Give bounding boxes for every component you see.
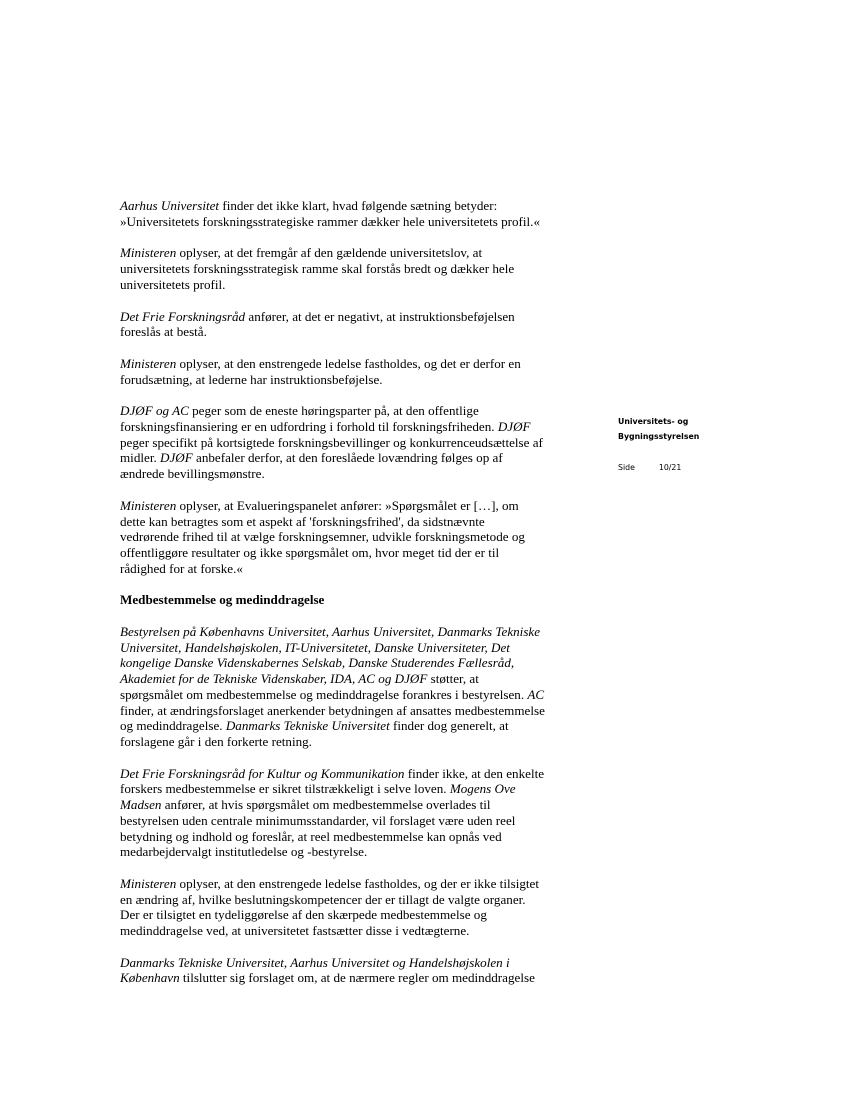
page-label: Side [618, 463, 635, 472]
text-line [120, 907, 598, 923]
text-line [120, 498, 598, 514]
text-span: peger som de eneste høringsparter på, at den offentlige [188, 403, 479, 419]
italic-text: Danmarks Tekniske Universitet, Aarhus Universitet og Handelshøjskolen i [120, 954, 510, 970]
text-line [120, 781, 598, 797]
text-span: finder det ikke klart, hvad følgende sætning betyder: [219, 198, 498, 213]
text-line [120, 561, 598, 577]
text-line [120, 687, 598, 703]
page-indicator [618, 460, 728, 475]
text-line [120, 844, 598, 860]
paragraph [120, 198, 598, 229]
italic-text: Det Frie Forskningsråd for Kultur og Kommunikation [120, 765, 405, 781]
text-line [120, 514, 598, 530]
paragraph [120, 245, 598, 292]
text-line [120, 372, 598, 388]
italic-text: København [120, 970, 180, 986]
text-span: Medbestemmelse og medinddragelse [120, 592, 325, 608]
italic-text: Universitet, Handelshøjskolen, IT-Universitetet, Danske Universiteter, Det [120, 639, 510, 655]
italic-text: Ministeren [120, 875, 177, 891]
text-span: finder dog generelt, at [389, 718, 509, 734]
text-span: foreslås at bestå. [120, 324, 207, 340]
text-line [120, 703, 598, 719]
text-line [120, 766, 598, 782]
text-line [120, 592, 598, 608]
text-line [120, 466, 598, 482]
text-line [120, 624, 598, 640]
text-line [120, 419, 598, 435]
italic-text: Mogens Ove [449, 781, 516, 797]
text-line [120, 876, 598, 892]
paragraph [120, 498, 598, 577]
text-span: forslagene går i den forkerte retning. [120, 733, 312, 749]
section-heading [120, 592, 598, 608]
text-line [120, 923, 598, 939]
text-span: spørgsmålet om medbestemmelse og medinddragelse forankres i bestyrelsen. [120, 686, 528, 702]
italic-text: Danmarks Tekniske Universitet [225, 718, 390, 734]
text-span: tilslutter sig forslaget om, at de nærmere regler om medinddragelse [179, 970, 535, 986]
paragraph [120, 356, 598, 387]
text-span: ændrede bevillingsmønstre. [120, 466, 265, 482]
text-line [120, 655, 598, 671]
text-span: Der er tilsigtet en tydeliggørelse af den skærpede medbestemmelse og [120, 907, 487, 923]
text-span: oplyser, at den enstrengede ledelse fastholdes, og det er derfor en [176, 355, 521, 371]
text-line [120, 277, 598, 293]
text-span: en ændring af, hvilke beslutningskompetencer der er tillagt de valgte organer. [120, 891, 526, 907]
text-line [120, 829, 598, 845]
italic-text: kongelige Danske Videnskabernes Selskab, Danske Studerendes Fællesråd, [120, 655, 515, 671]
text-span: støtter, at [427, 671, 479, 687]
page-number: 10/21 [658, 463, 682, 472]
italic-text: AC [527, 686, 545, 702]
italic-text: DJØF og AC [120, 403, 189, 419]
text-span: medarbejdervalgt institutledelse og -bestyrelse. [120, 844, 368, 860]
text-span: »Universitetets forskningsstrategiske rammer dækker hele universitetets profil.« [120, 213, 540, 229]
text-line [120, 797, 598, 813]
text-line [120, 198, 598, 214]
paragraph [120, 309, 598, 340]
document-body [120, 198, 598, 1002]
paragraph [120, 955, 598, 986]
italic-text: Madsen [120, 797, 162, 813]
paragraph [120, 766, 598, 860]
text-span: universitetets forskningsstrategisk ramme skal forstås bredt og dækker hele [120, 261, 515, 277]
agency-name-line1: Universitets- og [618, 417, 689, 426]
text-line [120, 245, 598, 261]
text-span: anbefaler derfor, at den foreslåede lovændring følges op af [192, 450, 503, 466]
text-span: anfører, at hvis spørgsmålet om medbestemmelse overlades til [161, 797, 491, 813]
text-line [120, 450, 598, 466]
text-line [120, 214, 598, 230]
text-line [120, 261, 598, 277]
text-span: finder, at ændringsforslaget anerkender betydningen af ansattes medbestemmelse [120, 702, 545, 718]
text-span: anfører, at det er negativt, at instruktionsbeføjelsen [245, 308, 515, 324]
text-line [120, 955, 598, 971]
text-span: dette kan betragtes som et aspekt af 'forskningsfrihed', da sidstnævnte [120, 513, 485, 529]
italic-text: DJØF [160, 450, 193, 466]
italic-text: Ministeren [120, 355, 177, 371]
text-line [120, 309, 598, 325]
text-span: midler. [120, 450, 161, 466]
text-span: offentliggøre resultater og ikke spørgsmålet om, hvor meget tid der er til [120, 544, 500, 560]
text-span: medinddragelse ved, at universitetet fastsætter disse i vedtægterne. [120, 923, 470, 939]
text-line [120, 435, 598, 451]
italic-text: Bestyrelsen på Københavns Universitet, Aarhus Universitet, Danmarks Tekniske [120, 624, 541, 640]
page-sidebar [618, 414, 728, 475]
italic-text: Ministeren [120, 497, 177, 513]
text-line [120, 734, 598, 750]
text-span: bestyrelsen uden centrale minimumsstandarder, vil forslaget være uden reel [120, 812, 516, 828]
text-span: forskers medbestemmelse er sikret tilstrækkeligt i selve loven. [120, 781, 450, 797]
text-line [120, 403, 598, 419]
text-line [120, 545, 598, 561]
text-span: og medinddragelse. [120, 718, 226, 734]
text-line [120, 892, 598, 908]
text-span: betydning og indhold og foreslår, at reel medbestemmelse kan opnås ved [120, 828, 502, 844]
text-span: universitetets profil. [120, 276, 226, 292]
text-span: oplyser, at det fremgår af den gældende universitetslov, at [176, 245, 483, 261]
text-line [120, 356, 598, 372]
text-span: finder ikke, at den enkelte [404, 765, 545, 781]
text-span: forskningsfinansiering er en udfordring i forhold til forskningsfriheden. [120, 419, 498, 435]
text-line [120, 671, 598, 687]
text-span: peger specifikt på kortsigtede forskningsbevillinger og konkurrenceudsættelse af [120, 434, 543, 450]
paragraph [120, 403, 598, 482]
text-line [120, 718, 598, 734]
text-span: rådighed for at forske.« [120, 560, 243, 576]
text-span: forudsætning, at lederne har instruktionsbeføjelse. [120, 371, 383, 387]
text-line [120, 640, 598, 656]
italic-text: Aarhus Universitet [120, 198, 220, 213]
text-line [120, 324, 598, 340]
italic-text: Det Frie Forskningsråd [120, 308, 246, 324]
paragraph [120, 624, 598, 750]
italic-text: DJØF [497, 419, 531, 435]
italic-text: Ministeren [120, 245, 177, 261]
text-line [120, 970, 598, 986]
paragraph [120, 876, 598, 939]
text-span: oplyser, at den enstrengede ledelse fastholdes, og der er ikke tilsigtet [176, 875, 539, 891]
italic-text: Akademiet for de Tekniske Videnskaber, IDA, AC og DJØF [120, 671, 428, 687]
text-line [120, 813, 598, 829]
text-line [120, 529, 598, 545]
text-span: oplyser, at Evalueringspanelet anfører: »Spørgsmålet er […], om [176, 497, 519, 513]
agency-name-line2: Bygningsstyrelsen [618, 432, 700, 441]
text-span: vedrørende frihed til at vælge forskningsemner, udvikle forskningsmetode og [120, 529, 525, 545]
